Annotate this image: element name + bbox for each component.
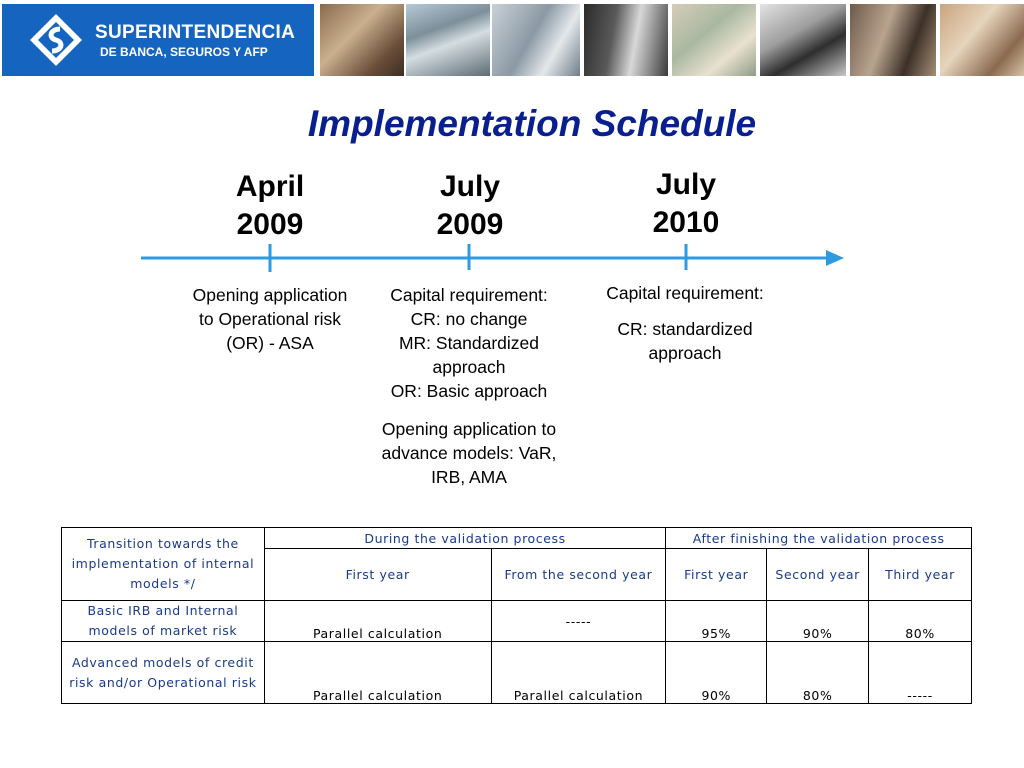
group-header-during-validation: During the validation process xyxy=(264,528,666,549)
milestone-description-2 xyxy=(364,283,574,489)
org-subtitle: DE BANCA, SEGUROS Y AFP xyxy=(100,45,268,59)
milestone-description-1 xyxy=(170,283,370,355)
table-cell: Parallel calculation xyxy=(264,642,491,704)
milestone-date-1 xyxy=(195,168,345,244)
milestone-description-3 xyxy=(585,281,785,365)
org-name: SUPERINTENDENCIA xyxy=(95,22,296,43)
description-line: CR: no change xyxy=(410,309,528,329)
description-line: IRB, AMA xyxy=(431,467,507,487)
table-cell: ----- xyxy=(869,642,972,704)
table-cell: ----- xyxy=(491,601,666,642)
milestone-month: July xyxy=(439,170,501,203)
corner-header-cell: Transition towards the implementation of internal models */ xyxy=(62,528,265,601)
description-line: advance models: VaR, xyxy=(381,443,557,463)
description-line: MR: Standardized xyxy=(398,333,540,353)
description-line: Capital requirement: xyxy=(606,283,764,303)
table-row xyxy=(62,642,972,704)
table-cell: 80% xyxy=(869,601,972,642)
table-cell: Parallel calculation xyxy=(491,642,666,704)
description-line: Opening application xyxy=(192,285,348,305)
description-line: (OR) - ASA xyxy=(226,333,314,353)
description-line: Opening application to xyxy=(381,419,557,439)
page-title: Implementation Schedule xyxy=(307,103,757,144)
table-cell: Parallel calculation xyxy=(264,601,491,642)
milestone-year: 2010 xyxy=(652,206,720,239)
timeline-arrowhead xyxy=(826,250,844,266)
milestone-month: April xyxy=(235,170,305,203)
description-line: OR: Basic approach xyxy=(390,381,548,401)
subheader-cell: Third year xyxy=(869,549,972,601)
description-line: Capital requirement: xyxy=(390,285,548,305)
subheader-cell: Second year xyxy=(767,549,869,601)
transition-schedule-table xyxy=(61,527,972,704)
description-line: approach xyxy=(648,343,722,363)
row-label-cell: Basic IRB and Internal models of market risk xyxy=(62,601,265,642)
milestone-year: 2009 xyxy=(236,208,304,241)
milestone-year: 2009 xyxy=(436,208,504,241)
description-line: approach xyxy=(432,357,506,377)
table-cell: 90% xyxy=(666,642,767,704)
table-cell: 80% xyxy=(767,642,869,704)
row-label-cell: Advanced models of credit risk and/or Operational risk xyxy=(62,642,265,704)
subheader-cell: First year xyxy=(264,549,491,601)
table-row xyxy=(62,601,972,642)
subheader-cell: First year xyxy=(666,549,767,601)
milestone-date-3 xyxy=(611,166,761,242)
subheader-cell: From the second year xyxy=(491,549,666,601)
timeline-axis xyxy=(0,0,1024,300)
description-line: CR: standardized xyxy=(617,319,753,339)
milestone-date-2 xyxy=(395,168,545,244)
table-cell: 95% xyxy=(666,601,767,642)
table-cell: 90% xyxy=(767,601,869,642)
milestone-month: July xyxy=(655,168,717,201)
group-header-after-validation: After finishing the validation process xyxy=(666,528,972,549)
description-line: to Operational risk xyxy=(198,309,341,329)
